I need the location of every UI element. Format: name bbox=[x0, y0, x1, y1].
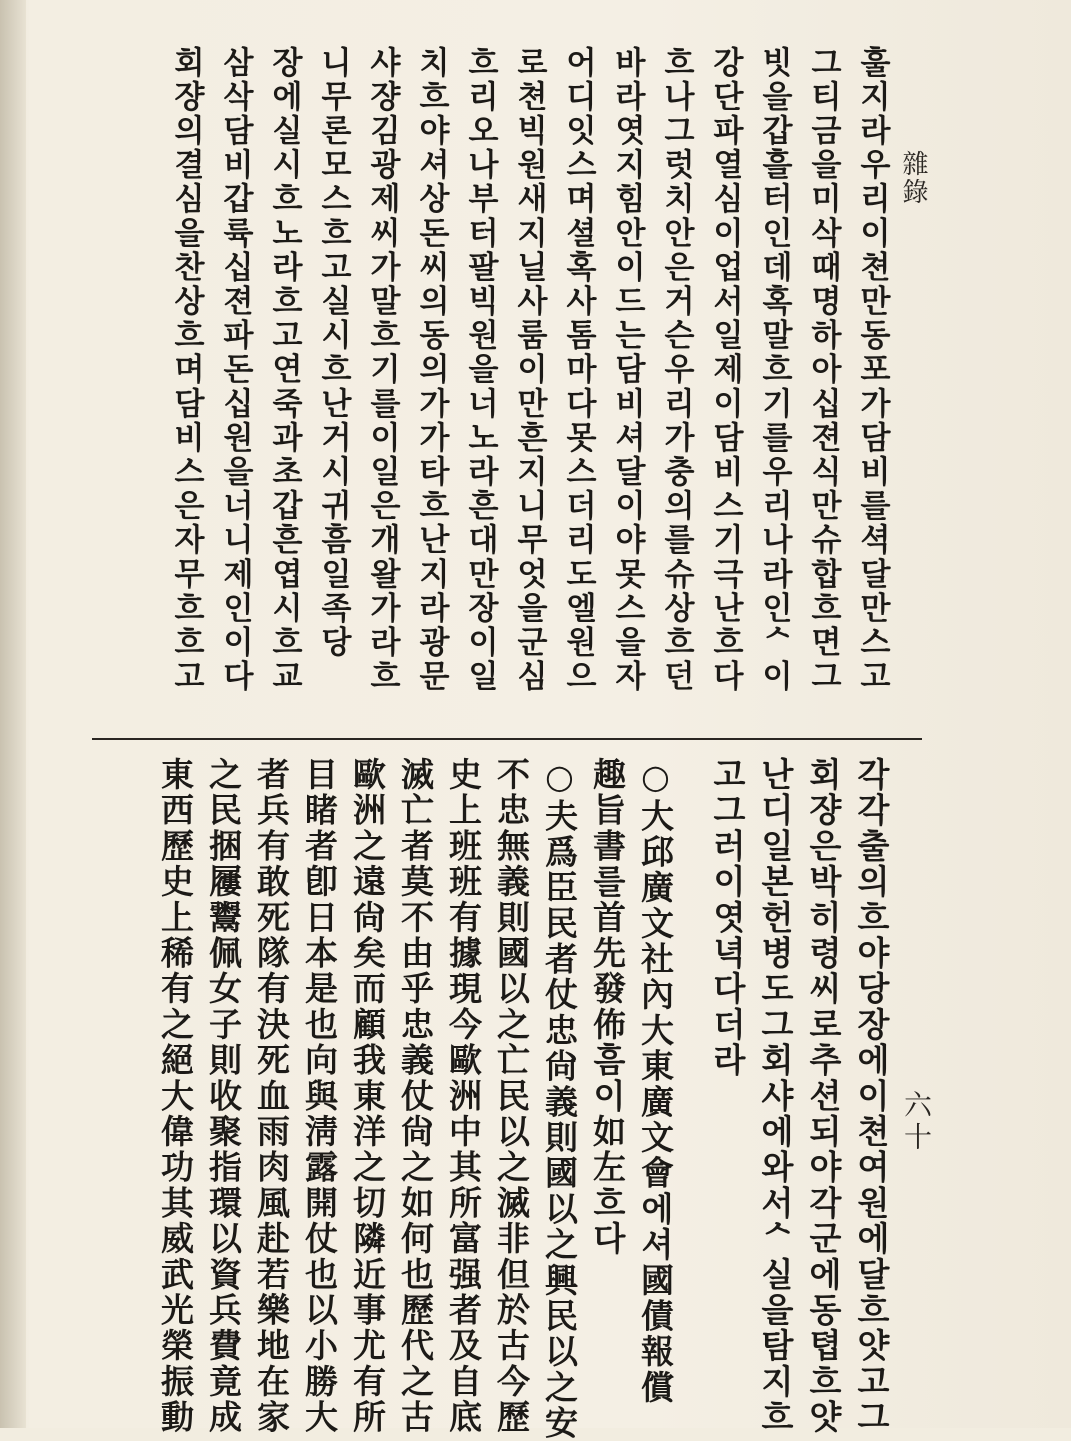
text-column: 바라엿지힘안이드는담비셔달이야못스을자 bbox=[609, 46, 645, 694]
text-column: 不忠無義則國以之亡民以之滅非但於古今歷 bbox=[492, 757, 531, 1436]
article-heading: ○大邱廣文社內大東廣文會에셔國債報償 bbox=[636, 757, 675, 1406]
text-column: 회쟝은박히령씨로추션되야각군에동텹흐얏 bbox=[804, 757, 843, 1436]
page-number: 六十 bbox=[900, 1090, 933, 1154]
text-column: 흐리오나부터팔빅원을너노라흔대만장이일 bbox=[462, 46, 498, 694]
text-column: 어디잇스며셜혹사톰마다못스더리도엘원으 bbox=[560, 46, 596, 694]
text-column: 난디일본헌병도그회샤에와서ᄉ실을탐지흐 bbox=[756, 757, 795, 1436]
text-column: 강단파열심이업서일제이담비스기극난흐다 bbox=[707, 46, 743, 694]
text-column: 장에실시흐노라흐고연죽과초갑흔엽시흐교 bbox=[266, 46, 302, 694]
text-column: 흐나그럿치안은거슨우리가충의를슈상흐던 bbox=[658, 46, 694, 694]
text-column: 회쟝의결심을찬상흐며담비스은자무흐흐고 bbox=[168, 46, 204, 694]
text-column: 치흐야셔상돈씨의동의가가타흐난지라광문 bbox=[413, 46, 449, 694]
section-divider bbox=[92, 738, 922, 740]
text-column: 目睹者卽日本是也向與淸露開仗也以小勝大 bbox=[300, 757, 339, 1436]
text-column: 滅亡者莫不由乎忠義仗尙之如何也歷代之古 bbox=[396, 757, 435, 1436]
text-column: 史上班班有據現今歐洲中其所富强者及自底 bbox=[444, 757, 483, 1436]
text-column: 歐洲之遠尙矣而顧我東洋之切隣近事尤有所 bbox=[348, 757, 387, 1436]
running-header: 雜錄 bbox=[898, 150, 928, 206]
text-column: 고그러이엿녁다더라 bbox=[708, 757, 747, 1079]
text-column: 者兵有敢死隊有決死血雨肉風赴若樂地在家 bbox=[252, 757, 291, 1436]
article-subheading: 趣旨書를首先發佈흠이如左흐다 bbox=[588, 757, 627, 1257]
text-column: 그티금을미삭때명하아십젼식만슈합흐면그 bbox=[805, 46, 841, 694]
text-column: 훌지라우리이쳔만동포가담비를셕달만스고 bbox=[854, 46, 890, 694]
text-column: 로쳔빅원새지닐사룸이만흔지니무엇을군심 bbox=[511, 46, 547, 694]
text-column: 빗을갑흘터인데혹말흐기를우리나라인ᄉ이 bbox=[756, 46, 792, 694]
text-column: 각각출의흐야당장에이쳔여원에달흐얏고그 bbox=[852, 757, 891, 1436]
text-column: 東西歷史上稀有之絕大偉功其威武光榮振動 bbox=[156, 757, 195, 1436]
text-column: 삼삭담비갑륙십젼파돈십원을너니제인이다 bbox=[217, 46, 253, 694]
text-column: 샤쟝김광제씨가말흐기를이일은개왈가라흐 bbox=[364, 46, 400, 694]
text-column: ○夫爲臣民者仗忠尙義則國以之興民以之安 bbox=[540, 757, 579, 1441]
page-gutter bbox=[0, 0, 26, 1428]
text-column: 니무론모스흐고실시흐난거시귀흠일족당 bbox=[315, 46, 351, 660]
text-column: 之民捆屨鬻佩女子則收聚指環以資兵費竟成 bbox=[204, 757, 243, 1436]
